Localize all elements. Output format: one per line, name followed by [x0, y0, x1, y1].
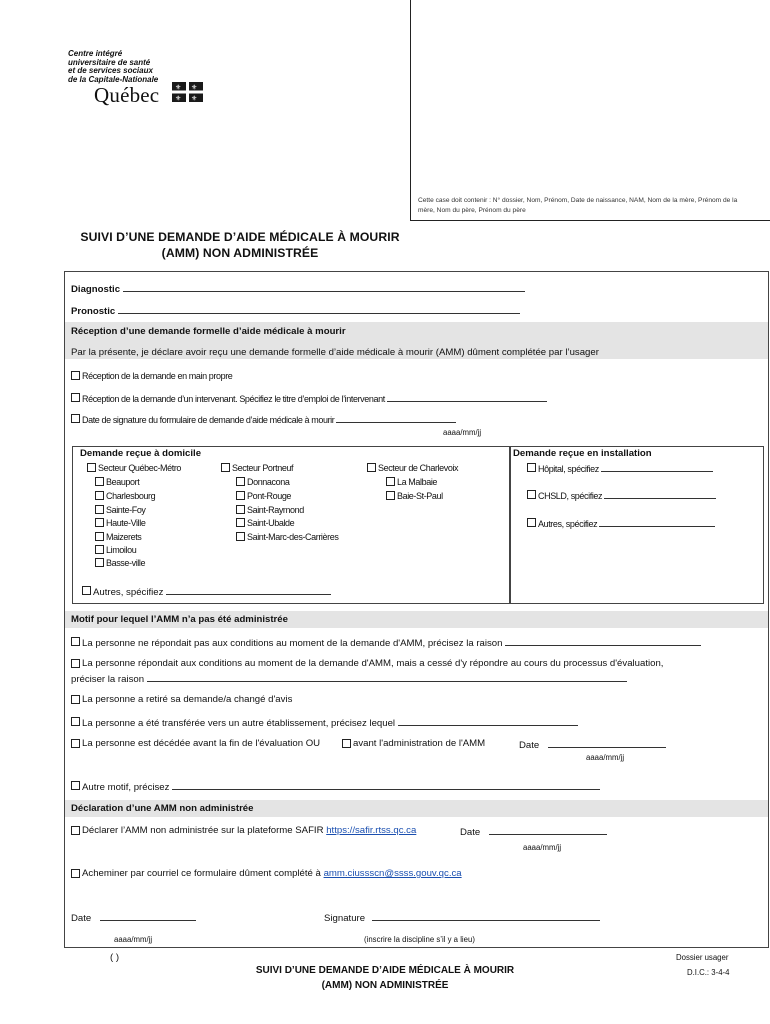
- installation-other-row: [538, 517, 715, 530]
- motif-withdrew-label: La personne a retiré sa demande/a changé d'avis: [82, 694, 293, 705]
- pont-rouge-label: Pont-Rouge: [247, 491, 292, 501]
- maizerets-label: Maizerets: [106, 532, 142, 542]
- motif-transferred-label: La personne a été transférée vers un autre établissement, précisez lequel: [82, 718, 396, 729]
- installation-other-checkbox[interactable]: [527, 518, 536, 527]
- saint-ubalde-label: Saint-Ubalde: [247, 518, 295, 528]
- charlesbourg-checkbox[interactable]: [95, 491, 104, 500]
- motif-transferred-checkbox[interactable]: [71, 717, 80, 726]
- motif-conditions-field[interactable]: [505, 636, 701, 646]
- motif-ceased-reason-field[interactable]: [147, 672, 627, 682]
- chsld-checkbox[interactable]: [527, 490, 536, 499]
- chsld-field[interactable]: [604, 489, 716, 499]
- haute-ville-checkbox[interactable]: [95, 518, 104, 527]
- email-link[interactable]: amm.ciussscn@ssss.gouv.qc.ca: [323, 868, 462, 879]
- chsld-label: CHSLD, spécifiez: [538, 491, 603, 501]
- motif-withdrew-checkbox[interactable]: [71, 695, 80, 704]
- motif-deceased-date-field[interactable]: [548, 738, 666, 748]
- svg-text:⚜: ⚜: [191, 83, 198, 92]
- safir-label: Déclarer l’AMM non administrée sur la plateforme SAFIR: [82, 825, 324, 836]
- motif-conditions-checkbox[interactable]: [71, 637, 80, 646]
- logo-line-1: Centre intégré: [68, 49, 123, 58]
- domicile-other-checkbox[interactable]: [82, 586, 91, 595]
- motif-conditions-label: La personne ne répondait pas aux conditions au moment de la demande d'AMM, précisez la raison: [82, 638, 503, 649]
- basse-ville-label: Basse-ville: [106, 558, 146, 568]
- limoilou-checkbox[interactable]: [95, 545, 104, 554]
- form-title: [60, 229, 420, 261]
- sainte-foy-checkbox[interactable]: [95, 505, 104, 514]
- diagnostic-field[interactable]: [123, 282, 525, 292]
- chsld-row: [538, 489, 716, 502]
- footer-title-line-2: (AMM) NON ADMINISTRÉE: [321, 980, 449, 991]
- safir-date-label: Date: [460, 827, 481, 838]
- footer-code: D.I.C.: 3-4-4: [687, 968, 730, 977]
- signature-date-label: Date de signature du formulaire de demande d’aide médicale à mourir: [82, 415, 335, 425]
- charlesbourg-label: Charlesbourg: [106, 491, 156, 501]
- saint-ubalde-checkbox[interactable]: [236, 518, 245, 527]
- bottom-date-label: Date: [71, 913, 92, 924]
- diagnostic-row: [71, 282, 525, 296]
- hopital-checkbox[interactable]: [527, 463, 536, 472]
- footer-title: [230, 963, 540, 993]
- sector-portneuf-checkbox[interactable]: [221, 463, 230, 472]
- donnacona-label: Donnacona: [247, 477, 290, 487]
- bottom-date-format: aaaa/mm/jj: [114, 935, 153, 944]
- reception-in-person-checkbox[interactable]: [71, 371, 80, 380]
- signature-label: Signature: [324, 913, 366, 924]
- motif-heading: Motif pour lequel l’AMM n’a pas été administrée: [71, 614, 288, 625]
- patient-info-box: [410, 0, 770, 221]
- motif-other-field[interactable]: [172, 780, 600, 790]
- svg-text:⚜: ⚜: [175, 83, 182, 92]
- la-malbaie-checkbox[interactable]: [386, 477, 395, 486]
- pronostic-label: Pronostic: [71, 306, 116, 317]
- motif-other-checkbox[interactable]: [71, 781, 80, 790]
- domicile-other-field[interactable]: [166, 585, 331, 595]
- motif-deceased-admin-label: avant l'administration de l'AMM: [353, 738, 486, 749]
- motif-ceased-reason-label: préciser la raison: [71, 674, 145, 685]
- hopital-label: Hôpital, spécifiez: [538, 464, 599, 474]
- sector-portneuf-label: Secteur Portneuf: [232, 463, 294, 473]
- safir-date-row: [460, 825, 607, 839]
- sector-charlevoix-checkbox[interactable]: [367, 463, 376, 472]
- safir-row: [82, 825, 416, 837]
- maizerets-checkbox[interactable]: [95, 532, 104, 541]
- email-checkbox[interactable]: [71, 869, 80, 878]
- hopital-row: [538, 462, 713, 475]
- safir-checkbox[interactable]: [71, 826, 80, 835]
- beauport-checkbox[interactable]: [95, 477, 104, 486]
- saint-raymond-checkbox[interactable]: [236, 505, 245, 514]
- logo-line-4: de la Capitale-Nationale: [68, 74, 159, 84]
- domicile-other-row: [93, 585, 331, 599]
- patient-box-note: Cette case doit contenir : N° dossier, Nom, Prénom, Date de naissance, NAM, Nom de la mère, Prénom de la mère, Nom du père, Prénom du père: [418, 197, 738, 214]
- svg-text:⚜: ⚜: [175, 94, 182, 102]
- safir-date-field[interactable]: [489, 825, 607, 835]
- reception-in-person-label: Réception de la demande en main propre: [82, 371, 233, 381]
- footer-title-line-1: SUIVI D’UNE DEMANDE D’AIDE MÉDICALE À MOURIR: [255, 965, 515, 976]
- pronostic-row: [71, 304, 520, 318]
- bottom-date-field[interactable]: [100, 911, 196, 921]
- signature-date-row-bottom: [71, 911, 196, 925]
- logo-line-2: universitaire de santé: [68, 57, 151, 67]
- beauport-label: Beauport: [106, 477, 140, 487]
- quebec-wordmark: Québec: [94, 83, 160, 107]
- signature-row: [324, 911, 600, 925]
- limoilou-label: Limoilou: [106, 545, 137, 555]
- intervenant-title-field[interactable]: [387, 392, 547, 402]
- reception-statement: Par la présente, je déclare avoir reçu une demande formelle d’aide médicale à mourir (AMM) dûment complétée par l’usager: [71, 347, 599, 358]
- signature-date-checkbox[interactable]: [71, 414, 80, 423]
- motif-other-row: [82, 780, 600, 794]
- reception-intervenant-label: Réception de la demande d’un intervenant. Spécifiez le titre d’emploi de l’intervenant: [82, 394, 385, 404]
- sector-quebec-metro-label: Secteur Québec-Métro: [98, 463, 182, 473]
- saint-marc-checkbox[interactable]: [236, 532, 245, 541]
- motif-ceased-checkbox[interactable]: [71, 659, 80, 668]
- motif-transferred-row: [82, 716, 578, 730]
- la-malbaie-label: La Malbaie: [397, 477, 438, 487]
- form-title-line-2: (AMM) NON ADMINISTRÉE: [161, 246, 319, 260]
- signature-field[interactable]: [372, 911, 600, 921]
- motif-deceased-date-format: aaaa/mm/jj: [586, 753, 625, 762]
- haute-ville-label: Haute-Ville: [106, 518, 146, 528]
- installation-other-label: Autres, spécifiez: [538, 519, 598, 529]
- discipline-note: (inscrire la discipline s’il y a lieu): [364, 935, 475, 944]
- baie-st-paul-checkbox[interactable]: [386, 491, 395, 500]
- motif-transferred-field[interactable]: [398, 716, 578, 726]
- reception-heading: Réception d’une demande formelle d’aide médicale à mourir: [71, 326, 346, 337]
- ciusss-logo: [68, 50, 218, 110]
- footer-dossier: Dossier usager: [676, 953, 729, 962]
- motif-deceased-eval-label: La personne est décédée avant la fin de l'évaluation OU: [82, 738, 321, 749]
- domicile-other-label: Autres, spécifiez: [93, 587, 164, 598]
- diagnostic-label: Diagnostic: [71, 284, 121, 295]
- reception-intervenant-checkbox[interactable]: [71, 393, 80, 402]
- safir-link[interactable]: https://safir.rtss.qc.ca: [326, 825, 417, 836]
- sector-charlevoix-label: Secteur de Charlevoix: [378, 463, 459, 473]
- motif-deceased-date-row: [519, 738, 666, 752]
- footer-parens: ( ): [110, 952, 120, 963]
- quebec-flag-icon: [172, 82, 203, 102]
- declaration-heading: Déclaration d’une AMM non administrée: [71, 803, 254, 814]
- logo-line-3: et de services sociaux: [68, 66, 153, 75]
- signature-date-format: aaaa/mm/jj: [443, 428, 482, 437]
- motif-deceased-eval-checkbox[interactable]: [71, 739, 80, 748]
- motif-ceased-reason-row: [71, 672, 627, 686]
- installation-heading: Demande reçue en installation: [513, 448, 652, 459]
- saint-marc-label: Saint-Marc-des-Carrières: [247, 532, 339, 542]
- safir-date-format: aaaa/mm/jj: [523, 843, 562, 852]
- pont-rouge-checkbox[interactable]: [236, 491, 245, 500]
- donnacona-checkbox[interactable]: [236, 477, 245, 486]
- reception-intervenant-row: [82, 392, 547, 405]
- installation-other-field[interactable]: [599, 517, 715, 527]
- motif-conditions-row: [82, 636, 701, 650]
- hopital-field[interactable]: [601, 462, 713, 472]
- sainte-foy-label: Sainte-Foy: [106, 505, 146, 515]
- saint-raymond-label: Saint-Raymond: [247, 505, 304, 515]
- svg-text:⚜: ⚜: [191, 94, 198, 102]
- pronostic-field[interactable]: [118, 304, 520, 314]
- signature-date-field[interactable]: [336, 413, 456, 423]
- signature-date-row: [82, 413, 456, 426]
- motif-other-label: Autre motif, précisez: [82, 782, 170, 793]
- baie-st-paul-label: Baie-St-Paul: [397, 491, 443, 501]
- email-row: [82, 868, 462, 880]
- motif-deceased-date-label: Date: [519, 740, 540, 751]
- domicile-heading: Demande reçue à domicile: [80, 448, 202, 459]
- email-label: Acheminer par courriel ce formulaire dûment complété à: [82, 868, 321, 879]
- motif-deceased-admin-checkbox[interactable]: [342, 739, 351, 748]
- form-title-line-1: SUIVI D’UNE DEMANDE D’AIDE MÉDICALE À MOURIR: [80, 230, 400, 244]
- sector-quebec-metro-checkbox[interactable]: [87, 463, 96, 472]
- basse-ville-checkbox[interactable]: [95, 558, 104, 567]
- motif-ceased-label: La personne répondait aux conditions au moment de la demande d'AMM, mais a cessé d'y répondre au cours du processus d'évaluation,: [82, 658, 664, 669]
